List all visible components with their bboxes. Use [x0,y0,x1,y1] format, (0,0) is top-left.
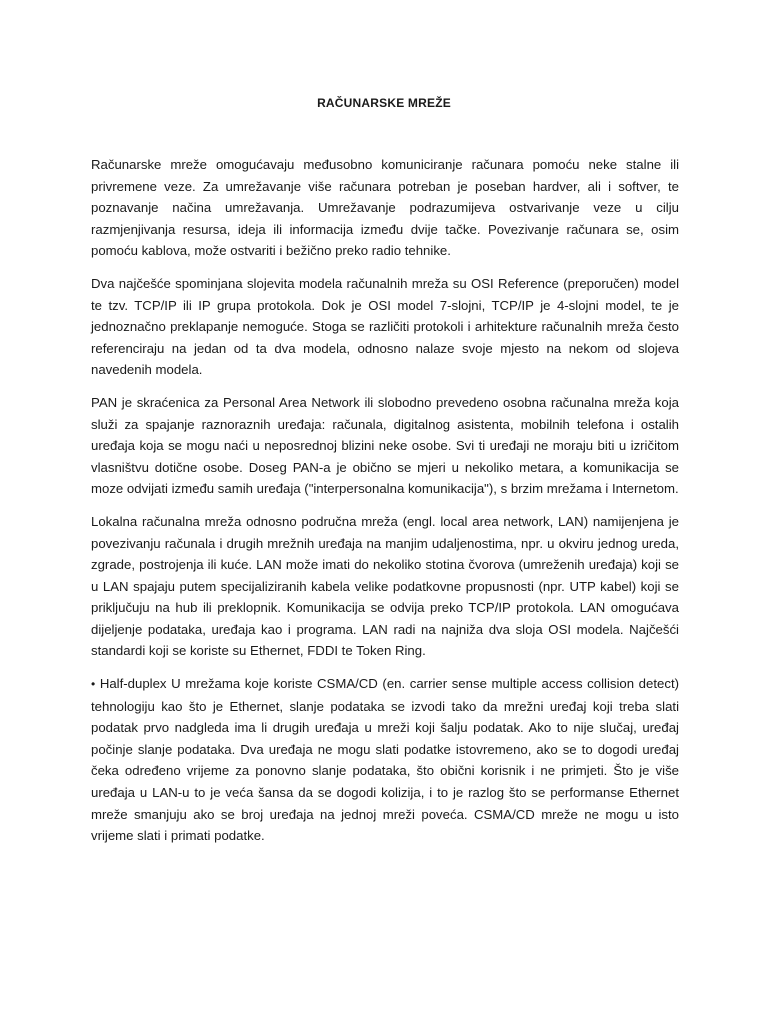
document-title: RAČUNARSKE MREŽE [317,96,451,110]
paragraph-pan: PAN je skraćenica za Personal Area Network ili slobodno prevedeno osobna računalna mreža koja služi za spajanje raznoraznih uređaja: računala, digitalnog asistenta, mobilnih telefona i ostalih uređaja koja se mogu naći u neposrednoj blizini neke osobe. Svi ti uređaji ne moraju biti u izričitom vlasništvu dotične osobe. Doseg PAN-a je obično se mjeri u nekoliko metara, a komunikacija se moze odvijati između samih uređaja ("interpersonalna komunikacija"), s brzim mrežama i Internetom. [91,394,679,497]
document-body [91,154,679,858]
paragraph-intro: Računarske mreže omogućavaju međusobno komuniciranje računara pomoću neke stalne ili privremene veze. Za umrežavanje više računara potreban je poseban hardver, ali i softver, te poznavanje načina umrežavanja. Umrežavanje podrazumijeva ostvarivanje veze u cilju razmjenjivanja resursa, ideja ili informacija između dvije tačke. Povezivanje računara se, osim pomoću kablova, može ostvariti i bežično preko radio tehnike. [91,157,679,259]
paragraph-lan: Lokalna računalna mreža odnosno područna mreža (engl. local area network, LAN) namijenjena je povezivanju računala i drugih mrežnih uređaja na manjim udaljenostima, npr. u okviru jednog ureda, zgrade, postrojenja ili kuće. LAN može imati do nekoliko stotina čvorova (umreženih uređaja) koji se u LAN spajaju putem specijaliziranih kabela velike podatkovne propusnosti (npr. UTP kabel) koji se priključuju na hub ili preklopnik. Komunikacija se odvija preko TCP/IP protokola. LAN omogućava dijeljenje podataka, uređaja kao i programa. LAN radi na najniža dva sloja OSI modela. Najčešći standardi koji se koriste su Ethernet, FDDI te Token Ring. [91,513,679,659]
bullet-item-half-duplex [91,673,679,847]
bullet-icon: • [91,677,96,692]
paragraph-osi-tcpip: Dva najčešće spominjana slojevita modela računalnih mreža su OSI Reference (preporučen) model te tzv. TCP/IP ili IP grupa protokola. Dok je OSI model 7-slojni, TCP/IP je 4-slojni model, te je jednoznačno preklapanje nemoguće. Stoga se različiti protokoli i arhitekture računalnih mreža često referenciraju na jedan od ta dva modela, odnosno nalaze svoje mjesto na nekom od slojeva navedenih modela. [91,275,679,378]
bullet-text: Half-duplex U mrežama koje koriste CSMA/CD (en. carrier sense multiple access collision detect) tehnologiju kao što je Ethernet, slanje podataka se izvodi tako da mrežni uređaj koji treba slati podatak prvo nadgleda ima li drugih uređaja u mreži koji šalju podatak. Ako to nije slučaj, uređaj počinje slanje podataka. Dva uređaja ne mogu slati podatke istovremeno, ako se to dogodi uređaj čeka određeno vrijeme za ponovno slanje podataka, što obični korisnik i ne primjeti. Što je više uređaja u LAN-u to je veća šansa da se dogodi kolizija, i to je razlog što se performanse Ethernet mreže smanjuju ako se broj uređaja na jednoj mreži poveća. CSMA/CD mreže ne mogu u isto vrijeme slati i primati podatke. [91,676,679,844]
